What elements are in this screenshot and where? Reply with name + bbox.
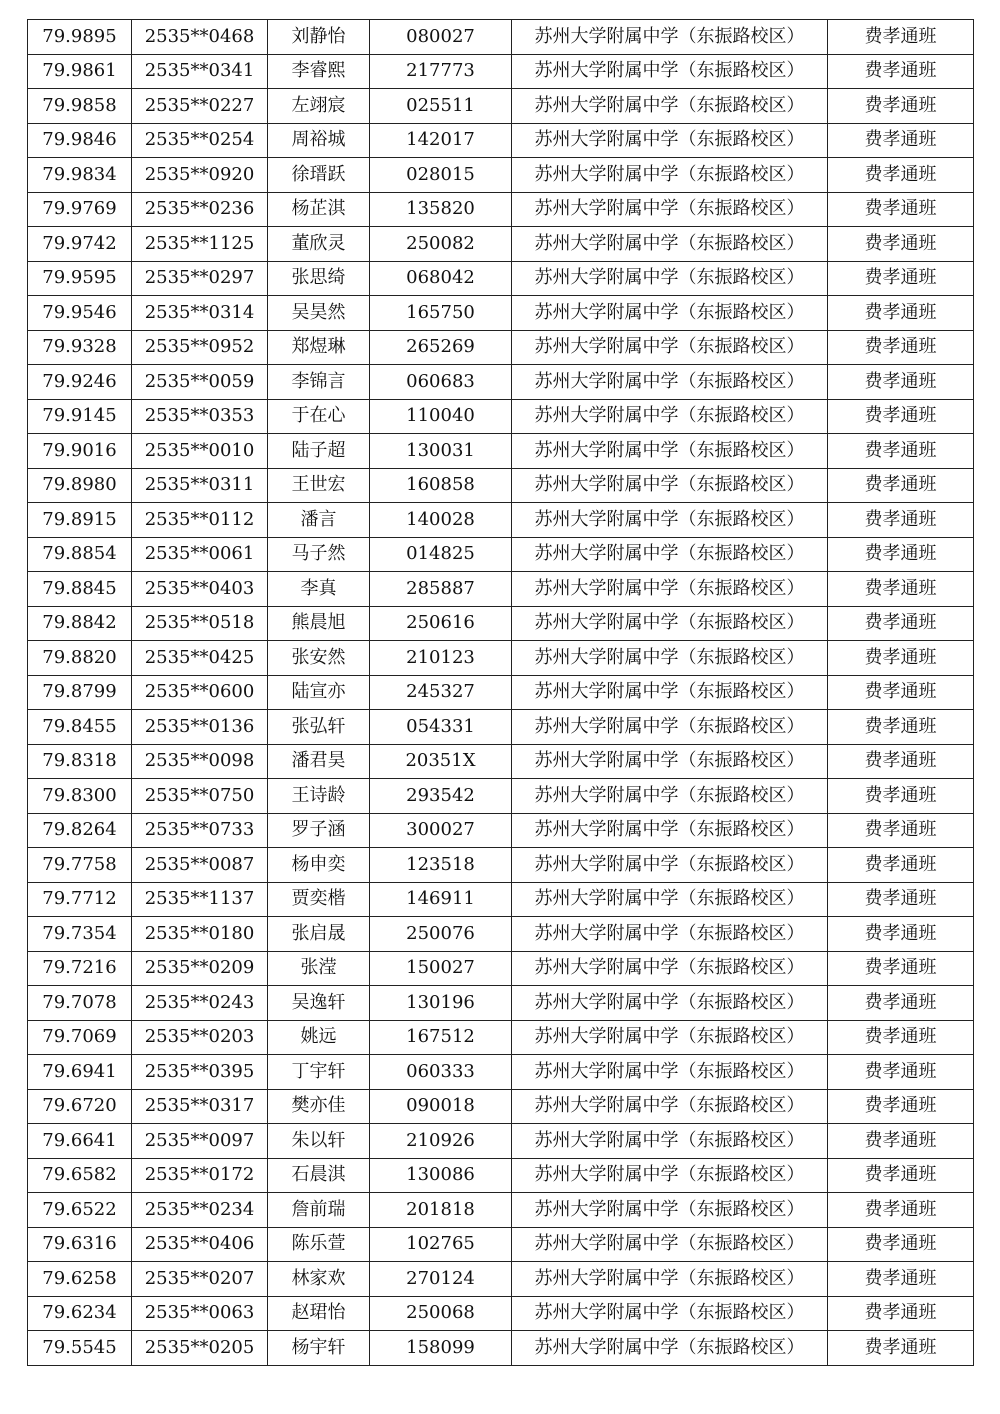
school-cell: 苏州大学附属中学（东振路校区）	[512, 1020, 828, 1055]
table-row	[28, 882, 974, 917]
exam-id-cell: 2535**0353	[132, 399, 268, 434]
class-cell: 费孝通班	[828, 1227, 974, 1262]
school-cell: 苏州大学附属中学（东振路校区）	[512, 192, 828, 227]
exam-id-cell: 2535**0063	[132, 1296, 268, 1331]
id-code-cell: 250616	[370, 606, 512, 641]
table-row	[28, 1193, 974, 1228]
student-name-cell: 王世宏	[268, 468, 370, 503]
student-name-cell: 张弘轩	[268, 710, 370, 745]
student-name-cell: 张滢	[268, 951, 370, 986]
class-cell: 费孝通班	[828, 537, 974, 572]
student-name-cell: 林家欢	[268, 1262, 370, 1297]
score-cell: 79.8264	[28, 813, 132, 848]
student-name-cell: 杨申奕	[268, 848, 370, 883]
id-code-cell: 068042	[370, 261, 512, 296]
school-cell: 苏州大学附属中学（东振路校区）	[512, 986, 828, 1021]
student-name-cell: 陈乐萱	[268, 1227, 370, 1262]
student-name-cell: 石晨淇	[268, 1158, 370, 1193]
exam-id-cell: 2535**0920	[132, 158, 268, 193]
class-cell: 费孝通班	[828, 434, 974, 469]
class-cell: 费孝通班	[828, 1331, 974, 1366]
id-code-cell: 250068	[370, 1296, 512, 1331]
score-cell: 79.6234	[28, 1296, 132, 1331]
table-row	[28, 89, 974, 124]
table-row	[28, 1124, 974, 1159]
exam-id-cell: 2535**0203	[132, 1020, 268, 1055]
score-cell: 79.8300	[28, 779, 132, 814]
school-cell: 苏州大学附属中学（东振路校区）	[512, 882, 828, 917]
id-code-cell: 250082	[370, 227, 512, 262]
school-cell: 苏州大学附属中学（东振路校区）	[512, 1124, 828, 1159]
table-row	[28, 917, 974, 952]
id-code-cell: 167512	[370, 1020, 512, 1055]
student-name-cell: 董欣灵	[268, 227, 370, 262]
exam-id-cell: 2535**0425	[132, 641, 268, 676]
school-cell: 苏州大学附属中学（东振路校区）	[512, 710, 828, 745]
id-code-cell: 130031	[370, 434, 512, 469]
table-row	[28, 986, 974, 1021]
id-code-cell: 025511	[370, 89, 512, 124]
class-cell: 费孝通班	[828, 813, 974, 848]
exam-id-cell: 2535**0227	[132, 89, 268, 124]
score-cell: 79.7758	[28, 848, 132, 883]
id-code-cell: 210926	[370, 1124, 512, 1159]
student-name-cell: 詹前瑞	[268, 1193, 370, 1228]
student-name-cell: 熊晨旭	[268, 606, 370, 641]
student-name-cell: 刘静怡	[268, 20, 370, 55]
id-code-cell: 014825	[370, 537, 512, 572]
student-name-cell: 陆子超	[268, 434, 370, 469]
class-cell: 费孝通班	[828, 710, 974, 745]
exam-id-cell: 2535**0750	[132, 779, 268, 814]
table-row	[28, 779, 974, 814]
student-name-cell: 吴昊然	[268, 296, 370, 331]
table-row	[28, 434, 974, 469]
exam-id-cell: 2535**0733	[132, 813, 268, 848]
id-code-cell: 146911	[370, 882, 512, 917]
school-cell: 苏州大学附属中学（东振路校区）	[512, 434, 828, 469]
exam-id-cell: 2535**0518	[132, 606, 268, 641]
school-cell: 苏州大学附属中学（东振路校区）	[512, 779, 828, 814]
student-name-cell: 杨宇轩	[268, 1331, 370, 1366]
score-cell: 79.8980	[28, 468, 132, 503]
school-cell: 苏州大学附属中学（东振路校区）	[512, 468, 828, 503]
exam-id-cell: 2535**0317	[132, 1089, 268, 1124]
student-name-cell: 郑煜琳	[268, 330, 370, 365]
student-name-cell: 李锦言	[268, 365, 370, 400]
class-cell: 费孝通班	[828, 1296, 974, 1331]
table-row	[28, 1331, 974, 1366]
exam-id-cell: 2535**0234	[132, 1193, 268, 1228]
id-code-cell: 140028	[370, 503, 512, 538]
score-cell: 79.9846	[28, 123, 132, 158]
table-row	[28, 365, 974, 400]
student-name-cell: 杨芷淇	[268, 192, 370, 227]
exam-id-cell: 2535**0395	[132, 1055, 268, 1090]
table-row	[28, 1158, 974, 1193]
table-row	[28, 227, 974, 262]
id-code-cell: 130086	[370, 1158, 512, 1193]
exam-id-cell: 2535**0406	[132, 1227, 268, 1262]
class-cell: 费孝通班	[828, 399, 974, 434]
class-cell: 费孝通班	[828, 1020, 974, 1055]
student-name-cell: 马子然	[268, 537, 370, 572]
class-cell: 费孝通班	[828, 468, 974, 503]
id-code-cell: 210123	[370, 641, 512, 676]
id-code-cell: 160858	[370, 468, 512, 503]
table-row	[28, 399, 974, 434]
table-row	[28, 261, 974, 296]
id-code-cell: 135820	[370, 192, 512, 227]
score-cell: 79.6316	[28, 1227, 132, 1262]
id-code-cell: 110040	[370, 399, 512, 434]
score-cell: 79.6522	[28, 1193, 132, 1228]
score-cell: 79.9858	[28, 89, 132, 124]
id-code-cell: 158099	[370, 1331, 512, 1366]
exam-id-cell: 2535**0136	[132, 710, 268, 745]
school-cell: 苏州大学附属中学（东振路校区）	[512, 951, 828, 986]
student-name-cell: 贾奕楷	[268, 882, 370, 917]
table-row	[28, 192, 974, 227]
student-name-cell: 吴逸轩	[268, 986, 370, 1021]
exam-id-cell: 2535**0098	[132, 744, 268, 779]
score-cell: 79.9546	[28, 296, 132, 331]
school-cell: 苏州大学附属中学（东振路校区）	[512, 848, 828, 883]
school-cell: 苏州大学附属中学（东振路校区）	[512, 365, 828, 400]
class-cell: 费孝通班	[828, 917, 974, 952]
exam-id-cell: 2535**0097	[132, 1124, 268, 1159]
school-cell: 苏州大学附属中学（东振路校区）	[512, 1193, 828, 1228]
score-cell: 79.8799	[28, 675, 132, 710]
class-cell: 费孝通班	[828, 54, 974, 89]
school-cell: 苏州大学附属中学（东振路校区）	[512, 675, 828, 710]
id-code-cell: 250076	[370, 917, 512, 952]
class-cell: 费孝通班	[828, 986, 974, 1021]
exam-id-cell: 2535**0254	[132, 123, 268, 158]
school-cell: 苏州大学附属中学（东振路校区）	[512, 1296, 828, 1331]
score-cell: 79.9016	[28, 434, 132, 469]
score-cell: 79.9895	[28, 20, 132, 55]
exam-id-cell: 2535**0059	[132, 365, 268, 400]
table-row	[28, 296, 974, 331]
score-cell: 79.7078	[28, 986, 132, 1021]
table-row	[28, 641, 974, 676]
class-cell: 费孝通班	[828, 503, 974, 538]
score-cell: 79.8820	[28, 641, 132, 676]
class-cell: 费孝通班	[828, 296, 974, 331]
class-cell: 费孝通班	[828, 20, 974, 55]
student-name-cell: 姚远	[268, 1020, 370, 1055]
school-cell: 苏州大学附属中学（东振路校区）	[512, 1227, 828, 1262]
class-cell: 费孝通班	[828, 1158, 974, 1193]
exam-id-cell: 2535**0172	[132, 1158, 268, 1193]
table-row	[28, 1055, 974, 1090]
id-code-cell: 123518	[370, 848, 512, 883]
id-code-cell: 080027	[370, 20, 512, 55]
id-code-cell: 20351X	[370, 744, 512, 779]
exam-id-cell: 2535**0236	[132, 192, 268, 227]
class-cell: 费孝通班	[828, 675, 974, 710]
score-cell: 79.7712	[28, 882, 132, 917]
school-cell: 苏州大学附属中学（东振路校区）	[512, 330, 828, 365]
table-row	[28, 54, 974, 89]
student-name-cell: 丁宇轩	[268, 1055, 370, 1090]
student-name-cell: 于在心	[268, 399, 370, 434]
class-cell: 费孝通班	[828, 606, 974, 641]
exam-id-cell: 2535**0314	[132, 296, 268, 331]
table-row	[28, 1296, 974, 1331]
id-code-cell: 150027	[370, 951, 512, 986]
id-code-cell: 165750	[370, 296, 512, 331]
class-cell: 费孝通班	[828, 572, 974, 607]
id-code-cell: 285887	[370, 572, 512, 607]
score-cell: 79.9145	[28, 399, 132, 434]
school-cell: 苏州大学附属中学（东振路校区）	[512, 296, 828, 331]
id-code-cell: 293542	[370, 779, 512, 814]
class-cell: 费孝通班	[828, 1089, 974, 1124]
school-cell: 苏州大学附属中学（东振路校区）	[512, 1055, 828, 1090]
school-cell: 苏州大学附属中学（东振路校区）	[512, 503, 828, 538]
exam-id-cell: 2535**0207	[132, 1262, 268, 1297]
score-cell: 79.8842	[28, 606, 132, 641]
school-cell: 苏州大学附属中学（东振路校区）	[512, 227, 828, 262]
id-code-cell: 054331	[370, 710, 512, 745]
student-name-cell: 张安然	[268, 641, 370, 676]
student-name-cell: 陆宣亦	[268, 675, 370, 710]
score-cell: 79.7216	[28, 951, 132, 986]
id-code-cell: 090018	[370, 1089, 512, 1124]
table-row	[28, 744, 974, 779]
exam-id-cell: 2535**0112	[132, 503, 268, 538]
student-name-cell: 罗子涵	[268, 813, 370, 848]
score-cell: 79.8845	[28, 572, 132, 607]
id-code-cell: 245327	[370, 675, 512, 710]
exam-id-cell: 2535**0209	[132, 951, 268, 986]
score-cell: 79.7354	[28, 917, 132, 952]
student-name-cell: 李睿熙	[268, 54, 370, 89]
student-name-cell: 赵珺怡	[268, 1296, 370, 1331]
table-row	[28, 537, 974, 572]
class-cell: 费孝通班	[828, 158, 974, 193]
id-code-cell: 028015	[370, 158, 512, 193]
school-cell: 苏州大学附属中学（东振路校区）	[512, 572, 828, 607]
id-code-cell: 102765	[370, 1227, 512, 1262]
table-row	[28, 710, 974, 745]
class-cell: 费孝通班	[828, 1124, 974, 1159]
class-cell: 费孝通班	[828, 89, 974, 124]
class-cell: 费孝通班	[828, 192, 974, 227]
class-cell: 费孝通班	[828, 1262, 974, 1297]
student-name-cell: 张思绮	[268, 261, 370, 296]
school-cell: 苏州大学附属中学（东振路校区）	[512, 1158, 828, 1193]
school-cell: 苏州大学附属中学（东振路校区）	[512, 20, 828, 55]
class-cell: 费孝通班	[828, 951, 974, 986]
score-cell: 79.9861	[28, 54, 132, 89]
exam-id-cell: 2535**1125	[132, 227, 268, 262]
exam-id-cell: 2535**0341	[132, 54, 268, 89]
class-cell: 费孝通班	[828, 882, 974, 917]
school-cell: 苏州大学附属中学（东振路校区）	[512, 158, 828, 193]
school-cell: 苏州大学附属中学（东振路校区）	[512, 261, 828, 296]
student-name-cell: 左翊宸	[268, 89, 370, 124]
table-row	[28, 123, 974, 158]
score-cell: 79.9246	[28, 365, 132, 400]
student-name-cell: 朱以轩	[268, 1124, 370, 1159]
score-cell: 79.9595	[28, 261, 132, 296]
class-cell: 费孝通班	[828, 1193, 974, 1228]
exam-id-cell: 2535**0087	[132, 848, 268, 883]
student-name-cell: 潘言	[268, 503, 370, 538]
table-row	[28, 1227, 974, 1262]
table-row	[28, 468, 974, 503]
table-row	[28, 813, 974, 848]
school-cell: 苏州大学附属中学（东振路校区）	[512, 606, 828, 641]
school-cell: 苏州大学附属中学（东振路校区）	[512, 1089, 828, 1124]
school-cell: 苏州大学附属中学（东振路校区）	[512, 89, 828, 124]
class-cell: 费孝通班	[828, 330, 974, 365]
school-cell: 苏州大学附属中学（东振路校区）	[512, 917, 828, 952]
student-name-cell: 张启晟	[268, 917, 370, 952]
student-name-cell: 李真	[268, 572, 370, 607]
table-row	[28, 330, 974, 365]
exam-id-cell: 2535**1137	[132, 882, 268, 917]
school-cell: 苏州大学附属中学（东振路校区）	[512, 1331, 828, 1366]
student-name-cell: 周裕城	[268, 123, 370, 158]
table-row	[28, 951, 974, 986]
student-name-cell: 潘君昊	[268, 744, 370, 779]
exam-id-cell: 2535**0010	[132, 434, 268, 469]
class-cell: 费孝通班	[828, 123, 974, 158]
id-code-cell: 060333	[370, 1055, 512, 1090]
table-row	[28, 848, 974, 883]
score-cell: 79.6641	[28, 1124, 132, 1159]
id-code-cell: 300027	[370, 813, 512, 848]
school-cell: 苏州大学附属中学（东振路校区）	[512, 537, 828, 572]
score-cell: 79.6941	[28, 1055, 132, 1090]
score-cell: 79.9328	[28, 330, 132, 365]
admission-table	[27, 19, 974, 1366]
score-cell: 79.7069	[28, 1020, 132, 1055]
id-code-cell: 060683	[370, 365, 512, 400]
exam-id-cell: 2535**0952	[132, 330, 268, 365]
id-code-cell: 217773	[370, 54, 512, 89]
class-cell: 费孝通班	[828, 261, 974, 296]
id-code-cell: 265269	[370, 330, 512, 365]
school-cell: 苏州大学附属中学（东振路校区）	[512, 744, 828, 779]
table-row	[28, 1020, 974, 1055]
table-row	[28, 20, 974, 55]
class-cell: 费孝通班	[828, 641, 974, 676]
table-row	[28, 1262, 974, 1297]
school-cell: 苏州大学附属中学（东振路校区）	[512, 54, 828, 89]
class-cell: 费孝通班	[828, 779, 974, 814]
exam-id-cell: 2535**0243	[132, 986, 268, 1021]
admission-table-body	[28, 20, 974, 1366]
class-cell: 费孝通班	[828, 365, 974, 400]
exam-id-cell: 2535**0297	[132, 261, 268, 296]
school-cell: 苏州大学附属中学（东振路校区）	[512, 123, 828, 158]
class-cell: 费孝通班	[828, 1055, 974, 1090]
table-row	[28, 606, 974, 641]
score-cell: 79.9769	[28, 192, 132, 227]
table-row	[28, 572, 974, 607]
table-row	[28, 675, 974, 710]
table-row	[28, 158, 974, 193]
score-cell: 79.5545	[28, 1331, 132, 1366]
score-cell: 79.8854	[28, 537, 132, 572]
student-name-cell: 王诗龄	[268, 779, 370, 814]
score-cell: 79.9742	[28, 227, 132, 262]
school-cell: 苏州大学附属中学（东振路校区）	[512, 641, 828, 676]
class-cell: 费孝通班	[828, 227, 974, 262]
exam-id-cell: 2535**0600	[132, 675, 268, 710]
school-cell: 苏州大学附属中学（东振路校区）	[512, 1262, 828, 1297]
school-cell: 苏州大学附属中学（东振路校区）	[512, 813, 828, 848]
score-cell: 79.9834	[28, 158, 132, 193]
score-cell: 79.6720	[28, 1089, 132, 1124]
exam-id-cell: 2535**0180	[132, 917, 268, 952]
class-cell: 费孝通班	[828, 744, 974, 779]
score-cell: 79.6582	[28, 1158, 132, 1193]
school-cell: 苏州大学附属中学（东振路校区）	[512, 399, 828, 434]
id-code-cell: 130196	[370, 986, 512, 1021]
class-cell: 费孝通班	[828, 848, 974, 883]
score-cell: 79.8455	[28, 710, 132, 745]
score-cell: 79.8318	[28, 744, 132, 779]
student-name-cell: 樊亦佳	[268, 1089, 370, 1124]
exam-id-cell: 2535**0468	[132, 20, 268, 55]
id-code-cell: 201818	[370, 1193, 512, 1228]
id-code-cell: 270124	[370, 1262, 512, 1297]
exam-id-cell: 2535**0403	[132, 572, 268, 607]
table-row	[28, 503, 974, 538]
student-name-cell: 徐瑨跃	[268, 158, 370, 193]
exam-id-cell: 2535**0205	[132, 1331, 268, 1366]
exam-id-cell: 2535**0311	[132, 468, 268, 503]
score-cell: 79.6258	[28, 1262, 132, 1297]
id-code-cell: 142017	[370, 123, 512, 158]
exam-id-cell: 2535**0061	[132, 537, 268, 572]
score-cell: 79.8915	[28, 503, 132, 538]
table-row	[28, 1089, 974, 1124]
